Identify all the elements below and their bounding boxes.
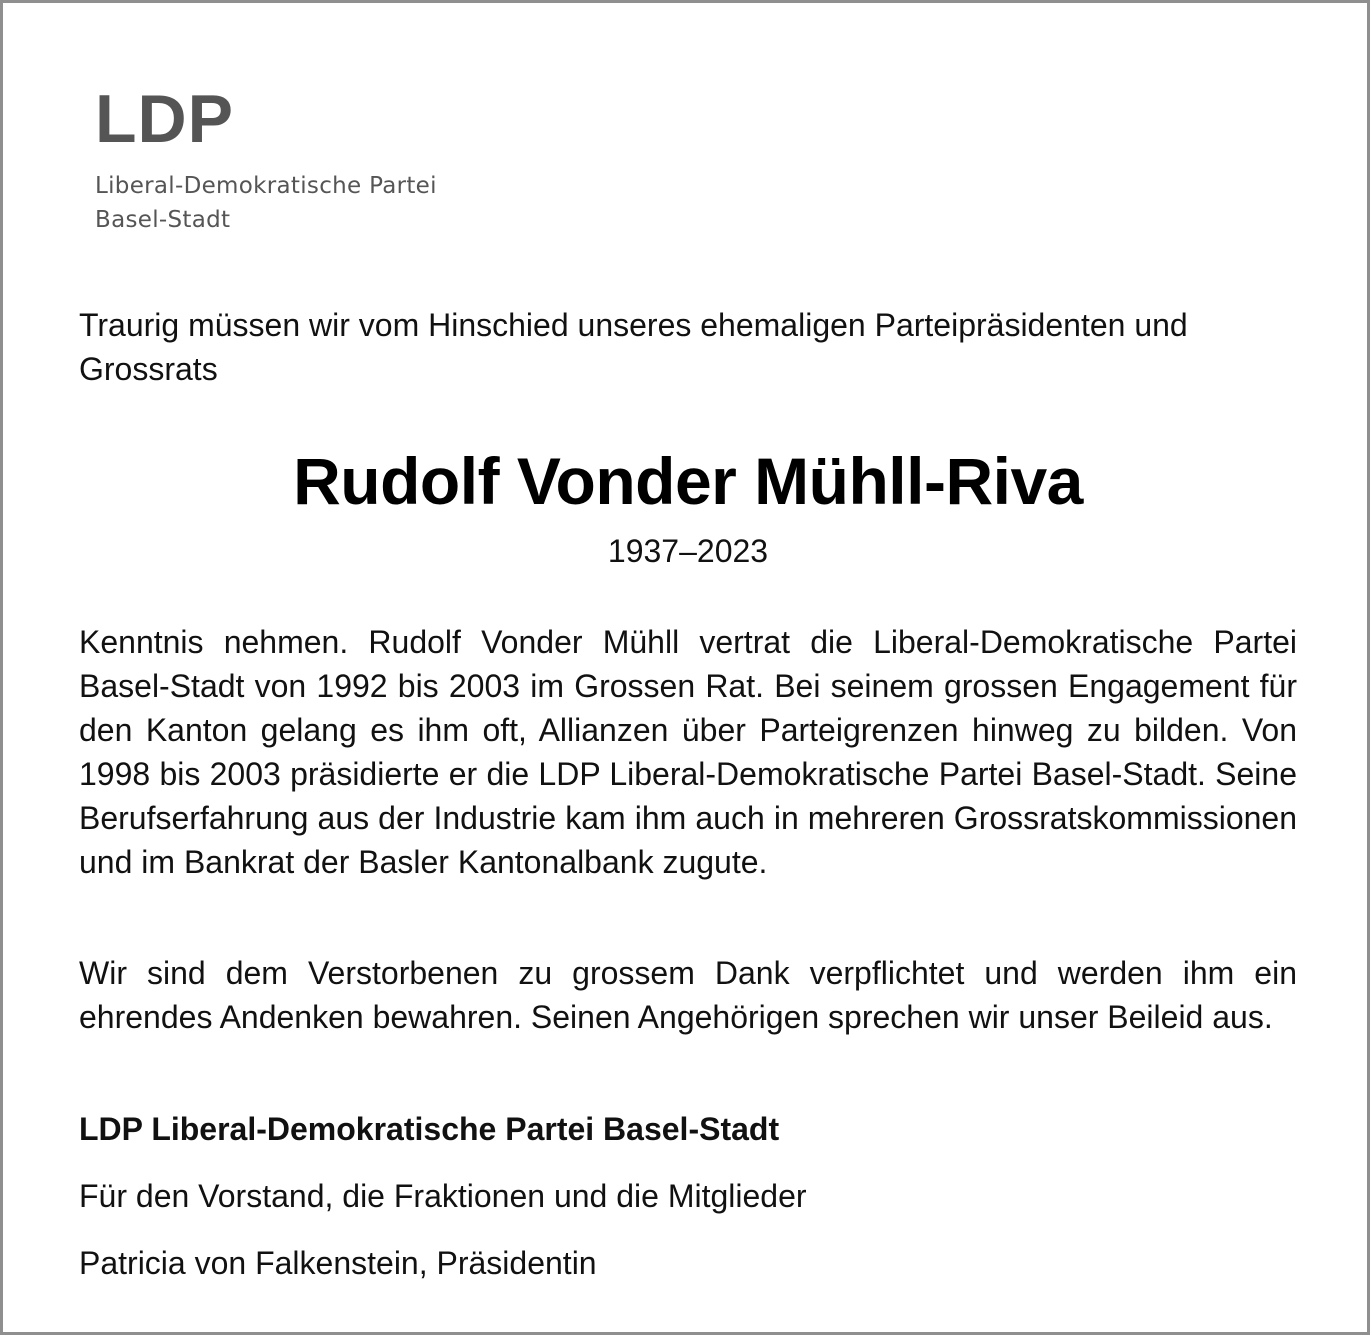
logo-party-region: Basel-Stadt bbox=[95, 207, 231, 233]
deceased-name: Rudolf Vonder Mühll-Riva bbox=[293, 444, 1083, 518]
biography-paragraph: Kenntnis nehmen. Rudolf Vonder Mühll vertrat die Liberal-Demokratische Partei Basel-Stadt von 1992 bis 2003 im Grossen Rat. Bei seinem grossen Engagement für den Kanton gelang es ihm oft, Allianzen über Parteigrenzen hinweg zu bilden. Von 1998 bis 2003 präsidierte er die LDP Liberal-Demokratische Partei Basel-Stadt. Seine Berufserfahrung aus der Industrie kam ihm auch in mehreren Grossratskommissionen und im Bankrat der Basler Kantonalbank zugute. bbox=[79, 624, 1297, 880]
intro-text: Traurig müssen wir vom Hinschied unseres ehemaligen Parteipräsidenten und Grossrats bbox=[79, 307, 1188, 387]
logo-mark: LDP bbox=[95, 81, 234, 157]
party-logo bbox=[95, 81, 437, 237]
signature-person: Patricia von Falkenstein, Präsidentin bbox=[79, 1245, 597, 1281]
signature-on-behalf: Für den Vorstand, die Fraktionen und die Mitglieder bbox=[79, 1178, 807, 1214]
life-years: 1937–2023 bbox=[607, 533, 769, 569]
signature-organization: LDP Liberal-Demokratische Partei Basel-Stadt bbox=[79, 1111, 780, 1147]
logo-party-name: Liberal-Demokratische Partei bbox=[95, 173, 437, 199]
condolence-paragraph: Wir sind dem Verstorbenen zu grossem Dank verpflichtet und werden ihm ein ehrendes Andenken bewahren. Seinen Angehörigen sprechen wir unser Beileid aus. bbox=[79, 955, 1297, 1035]
